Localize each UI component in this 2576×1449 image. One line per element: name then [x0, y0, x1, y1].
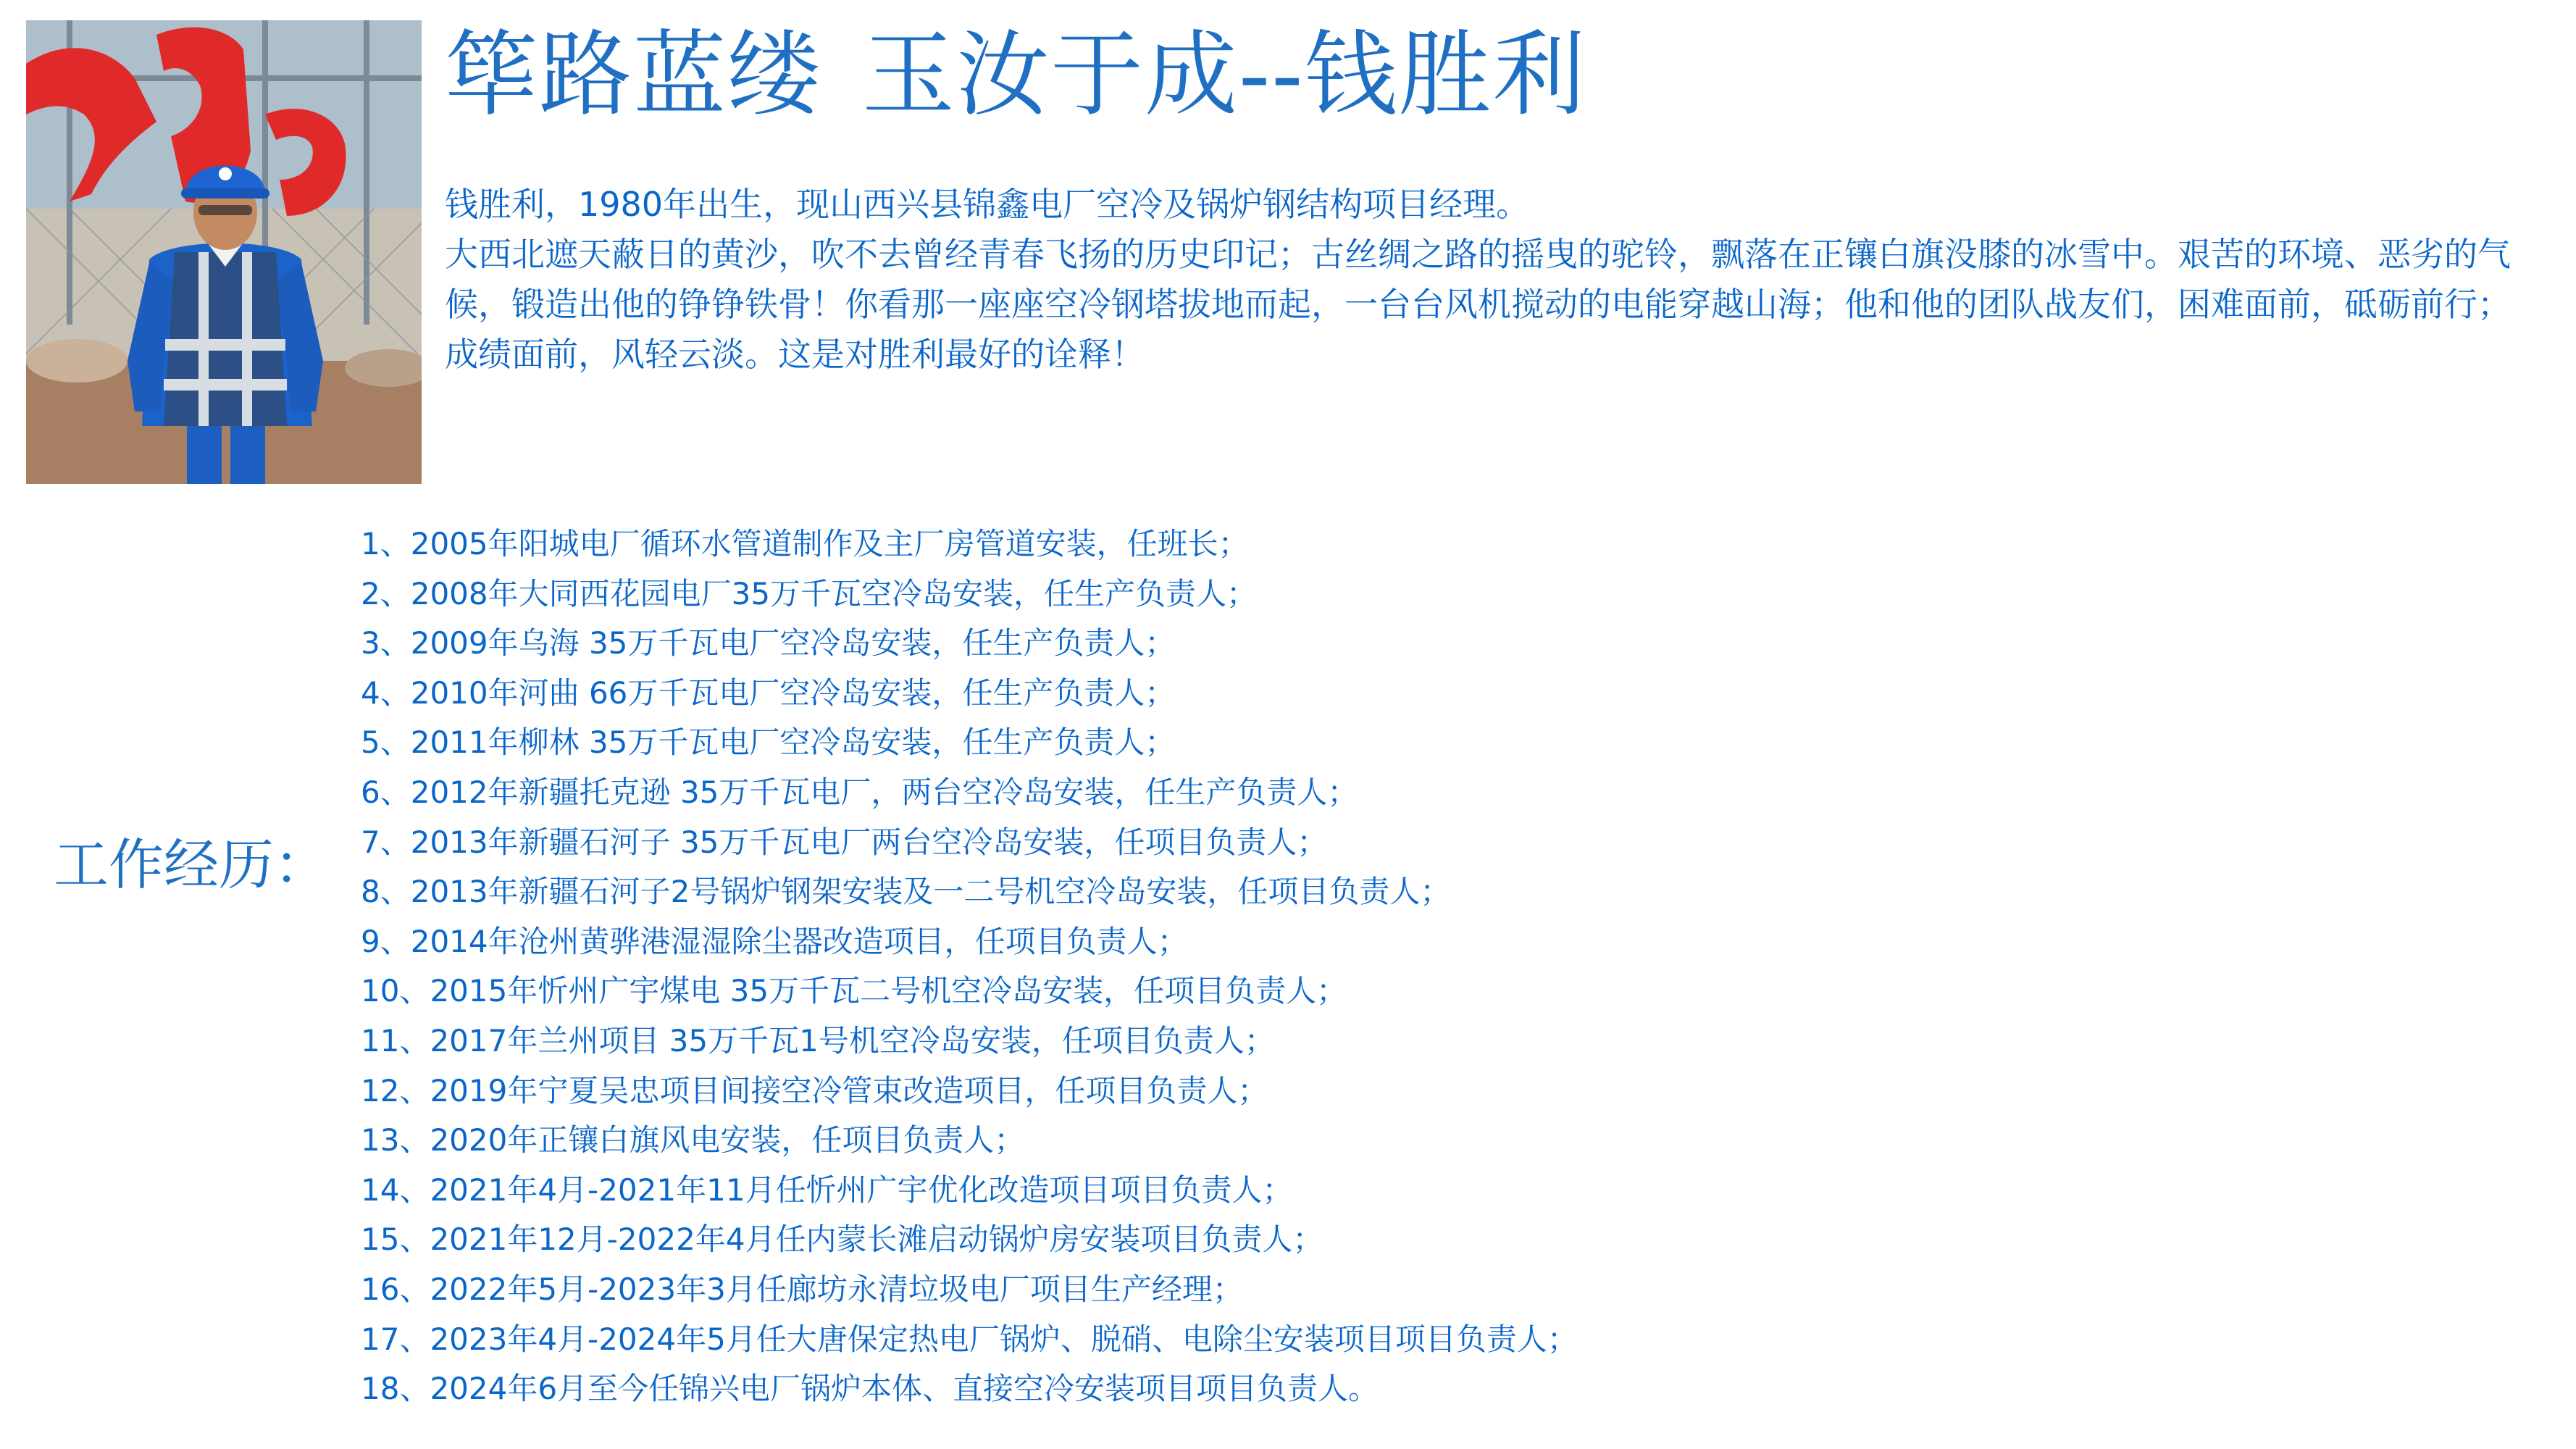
- experience-item: 10、2015年忻州广宇煤电 35万千瓦二号机空冷岛安装，任项目负责人；: [361, 973, 1347, 1009]
- intro-section: [445, 180, 2517, 380]
- experience-item: 1、2005年阳城电厂循环水管道制作及主厂房管道安装，任班长；: [361, 526, 1249, 561]
- experience-item: 14、2021年4月-2021年11月任忻州广宇优化改造项目项目负责人；: [361, 1172, 1293, 1208]
- title-name: 玉汝于成--钱胜利: [862, 21, 1587, 129]
- experience-item: 4、2010年河曲 66万千瓦电厂空冷岛安装，任生产负责人；: [361, 675, 1176, 711]
- experience-item: 13、2020年正镶白旗风电安装，任项目负责人；: [361, 1122, 1025, 1158]
- experience-item: 7、2013年新疆石河子 35万千瓦电厂两台空冷岛安装，任项目负责人；: [361, 824, 1328, 860]
- experience-list: [361, 519, 1578, 1414]
- intro-line-bio: 钱胜利，1980年出生，现山西兴县锦鑫电厂空冷及锅炉钢结构项目经理。: [445, 185, 1530, 224]
- intro-line-story: 大西北遮天蔽日的黄沙，吹不去曾经青春飞扬的历史印记；古丝绸之路的摇曳的驼铃，飘落在正镶白旗没膝的冰雪中。艰苦的环境、恶劣的气候，锻造出他的铮铮铁骨！你看那一座座空冷钢塔拔地而起，一台台风机搅动的电能穿越山海；他和他的团队战友们，困难面前，砥砺前行；成绩面前，风轻云淡。这是对胜利最好的诠释！: [445, 235, 2511, 374]
- portrait-photo: [26, 20, 422, 484]
- experience-item: 3、2009年乌海 35万千瓦电厂空冷岛安装，任生产负责人；: [361, 625, 1176, 661]
- experience-item: 17、2023年4月-2024年5月任大唐保定热电厂锅炉、脱硝、电除尘安装项目项目负责人；: [361, 1321, 1578, 1357]
- experience-item: 15、2021年12月-2022年4月任内蒙长滩启动锅炉房安装项目负责人；: [361, 1222, 1323, 1258]
- page-title: [445, 17, 1587, 133]
- experience-item: 6、2012年新疆托克逊 35万千瓦电厂，两台空冷岛安装，任生产负责人；: [361, 774, 1358, 810]
- experience-item: 11、2017年兰州项目 35万千瓦1号机空冷岛安装，任项目负责人；: [361, 1022, 1275, 1058]
- experience-item: 8、2013年新疆石河子2号锅炉钢架安装及一二号机空冷岛安装，任项目负责人；: [361, 874, 1451, 910]
- experience-item: 9、2014年沧州黄骅港湿湿除尘器改造项目，任项目负责人；: [361, 923, 1188, 959]
- experience-label: 工作经历：: [54, 832, 329, 897]
- experience-item: 16、2022年5月-2023年3月任廊坊永清垃圾电厂项目生产经理；: [361, 1271, 1243, 1307]
- title-motto: 筚路蓝缕: [445, 21, 822, 129]
- experience-item: 5、2011年柳林 35万千瓦电厂空冷岛安装，任生产负责人；: [361, 724, 1176, 761]
- experience-item: 12、2019年宁夏吴忠项目间接空冷管束改造项目，任项目负责人；: [361, 1072, 1268, 1108]
- experience-item: 2、2008年大同西花园电厂35万千瓦空冷岛安装，任生产负责人；: [361, 575, 1258, 611]
- experience-item: 18、2024年6月至今任锦兴电厂锅炉本体、直接空冷安装项目项目负责人。: [361, 1371, 1379, 1407]
